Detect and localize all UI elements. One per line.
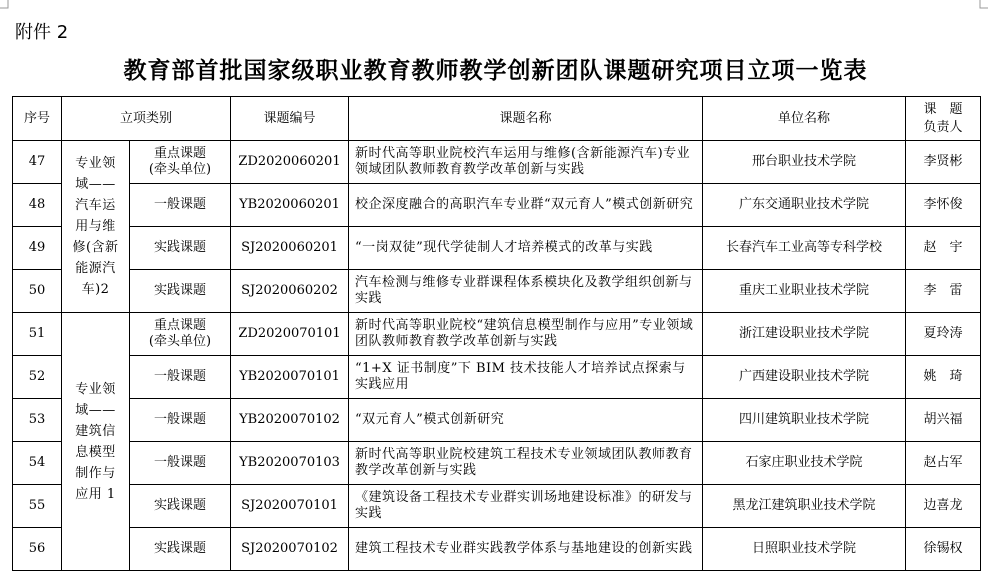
group-category [62,141,130,313]
row-person: 徐锡权 [906,528,981,571]
row-type [130,356,231,399]
row-seq: 48 [13,184,62,227]
table-row [13,442,981,485]
group-label-line: 制作与 [75,465,116,481]
page-title: 教育部首批国家级职业教育教师教学创新团队课题研究项目立项一览表 [123,58,868,84]
row-type-line: 一般课题 [154,412,207,427]
row-type [130,399,231,442]
group-label-line: 车)2 [81,282,110,297]
row-seq: 53 [13,399,62,442]
row-code: YB2020060201 [231,184,349,227]
header-category: 立项类别 [62,97,231,141]
row-unit: 广西建设职业技术学院 [703,356,906,399]
group-label-line: 域—— [75,402,116,418]
group-label-line: 修(含新 [72,240,119,255]
row-seq: 51 [13,313,62,356]
row-person: 李怀俊 [906,184,981,227]
row-person: 胡兴福 [906,399,981,442]
row-type [130,184,231,227]
row-unit: 四川建筑职业技术学院 [703,399,906,442]
header-unit: 单位名称 [703,97,906,141]
row-name: 新时代高等职业院校汽车运用与维修(含新能源汽车)专业领域团队教师教育教学改革创新与实践 [349,141,703,184]
header-person-line2: 负责人 [923,119,963,135]
row-type-line: (牵头单位) [148,162,212,177]
row-type [130,270,231,313]
attachment-label: 附件 2 [15,22,69,43]
table-row [13,399,981,442]
header-person-line1: 课 题 [923,101,963,117]
row-type-line: 一般课题 [154,197,207,212]
row-unit: 浙江建设职业技术学院 [703,313,906,356]
row-seq: 54 [13,442,62,485]
row-unit: 重庆工业职业技术学院 [703,270,906,313]
row-person: 边喜龙 [906,485,981,528]
row-unit: 石家庄职业技术学院 [703,442,906,485]
corner-mark-top-right [978,0,988,10]
row-seq: 56 [13,528,62,571]
group-label-line: 专业领 [75,381,116,397]
row-name: 《建筑设备工程技术专业群实训场地建设标准》的研发与实践 [349,485,703,528]
row-unit: 日照职业技术学院 [703,528,906,571]
table-row [13,356,981,399]
row-name: 汽车检测与维修专业群课程体系模块化及教学组织创新与实践 [349,270,703,313]
row-type [130,442,231,485]
row-type [130,227,231,270]
row-code: SJ2020060202 [231,270,349,313]
row-name: 新时代高等职业院校“建筑信息模型制作与应用”专业领域团队教师教育教学改革创新与实践 [349,313,703,356]
group-label-line: 专业领 [75,156,116,171]
row-code: YB2020070102 [231,399,349,442]
row-type-line: 重点课题 [154,318,207,333]
table-row [13,313,981,356]
table-row [13,141,981,184]
row-type-line: 实践课题 [154,498,207,513]
row-unit: 广东交通职业技术学院 [703,184,906,227]
row-person: 姚 琦 [906,356,981,399]
group-label-line: 汽车运 [75,198,116,213]
corner-mark-top-left [0,0,10,10]
row-seq: 47 [13,141,62,184]
row-type-line: 实践课题 [154,240,207,255]
table-row [13,227,981,270]
group-label-line: 能源汽 [75,261,116,276]
row-person: 李 雷 [906,270,981,313]
group-label-line: 建筑信 [75,423,116,439]
row-unit: 黑龙江建筑职业技术学院 [703,485,906,528]
row-code: SJ2020070102 [231,528,349,571]
row-name: “一岗双徒”现代学徒制人才培养模式的改革与实践 [349,227,703,270]
row-name: “双元育人”模式创新研究 [349,399,703,442]
row-seq: 49 [13,227,62,270]
row-unit: 长春汽车工业高等专科学校 [703,227,906,270]
row-name: 新时代高等职业院校建筑工程技术专业领域团队教师教育教学改革创新与实践 [349,442,703,485]
row-code: YB2020070103 [231,442,349,485]
row-code: ZD2020060201 [231,141,349,184]
row-name: 校企深度融合的高职汽车专业群“双元育人”模式创新研究 [349,184,703,227]
row-person: 赵 宇 [906,227,981,270]
row-code: SJ2020060201 [231,227,349,270]
header-name: 课题名称 [349,97,703,141]
row-code: YB2020070101 [231,356,349,399]
row-name: 建筑工程技术专业群实践教学体系与基地建设的创新实践 [349,528,703,571]
row-type [130,313,231,356]
group-category [62,313,130,571]
table-row [13,528,981,571]
row-type-line: 重点课题 [154,146,207,161]
row-person: 赵占军 [906,442,981,485]
row-code: ZD2020070101 [231,313,349,356]
row-code: SJ2020070101 [231,485,349,528]
group-label-line: 息模型 [75,444,116,460]
group-label-line: 域—— [75,177,116,192]
table-header-row [13,97,981,141]
row-person: 李贤彬 [906,141,981,184]
table-row [13,485,981,528]
table-row [13,270,981,313]
row-name: “1+X 证书制度”下 BIM 技术技能人才培养试点探索与实践应用 [349,356,703,399]
header-code: 课题编号 [231,97,349,141]
row-type [130,528,231,571]
header-person [906,97,981,141]
row-type [130,141,231,184]
row-seq: 52 [13,356,62,399]
row-type-line: 一般课题 [154,455,207,470]
row-type-line: 实践课题 [154,283,207,298]
row-type-line: (牵头单位) [148,334,212,349]
row-seq: 55 [13,485,62,528]
header-seq: 序号 [13,97,62,141]
row-person: 夏玲涛 [906,313,981,356]
table-row [13,184,981,227]
row-type-line: 实践课题 [154,541,207,556]
group-label-line: 用与维 [75,219,116,234]
row-type-line: 一般课题 [154,369,207,384]
project-table [12,96,981,571]
group-label-line: 应用 1 [75,486,116,502]
row-type [130,485,231,528]
row-unit: 邢台职业技术学院 [703,141,906,184]
row-seq: 50 [13,270,62,313]
